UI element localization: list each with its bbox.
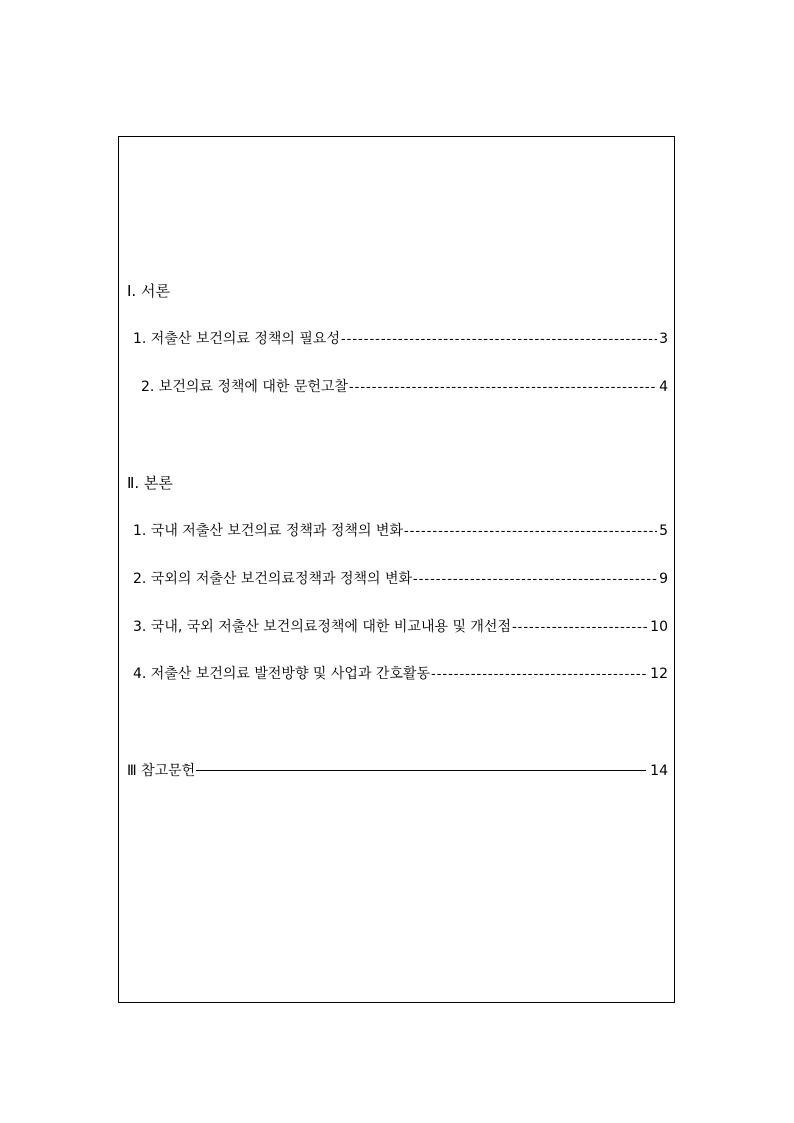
dot-leader (404, 524, 657, 539)
toc-entry-page: 9 (659, 571, 668, 587)
toc-entry-page: 3 (659, 331, 668, 347)
dot-leader (413, 572, 657, 587)
toc-entry-page: 14 (650, 763, 668, 779)
section-heading-body: Ⅱ. 본론 (127, 474, 173, 492)
toc-entry-page: 12 (650, 666, 668, 682)
toc-entry-label: 2. 보건의료 정책에 대한 문헌고찰 (141, 379, 348, 395)
toc-entry[interactable] (133, 616, 668, 636)
toc-entry[interactable] (141, 376, 668, 396)
toc-entry-references[interactable] (127, 760, 668, 780)
toc-entry-label: 4. 저출산 보건의료 발전방향 및 사업과 간호활동 (133, 666, 431, 682)
dot-leader (512, 620, 648, 635)
section-heading-introduction: Ⅰ. 서론 (127, 282, 170, 300)
toc-entry-label: 3. 국내, 국외 저출산 보건의료정책에 대한 비교내용 및 개선점 (133, 619, 511, 635)
toc-entry[interactable] (133, 568, 668, 588)
dot-leader (349, 380, 657, 395)
toc-entry[interactable] (133, 520, 668, 540)
toc-entry-label: Ⅲ 참고문헌 (127, 763, 196, 779)
toc-entry-page: 10 (650, 619, 668, 635)
toc-entry[interactable] (133, 328, 668, 348)
toc-entry-page: 5 (659, 523, 668, 539)
dot-leader (431, 667, 648, 682)
solid-leader (196, 770, 646, 771)
toc-entry[interactable] (133, 663, 668, 683)
dot-leader (341, 332, 657, 347)
toc-entry-page: 4 (659, 379, 668, 395)
toc-entry-label: 1. 저출산 보건의료 정책의 필요성 (133, 331, 340, 347)
toc-entry-label: 2. 국외의 저출산 보건의료정책과 정책의 변화 (133, 571, 413, 587)
toc-entry-label: 1. 국내 저출산 보건의료 정책과 정책의 변화 (133, 523, 403, 539)
table-of-contents (118, 136, 675, 1003)
